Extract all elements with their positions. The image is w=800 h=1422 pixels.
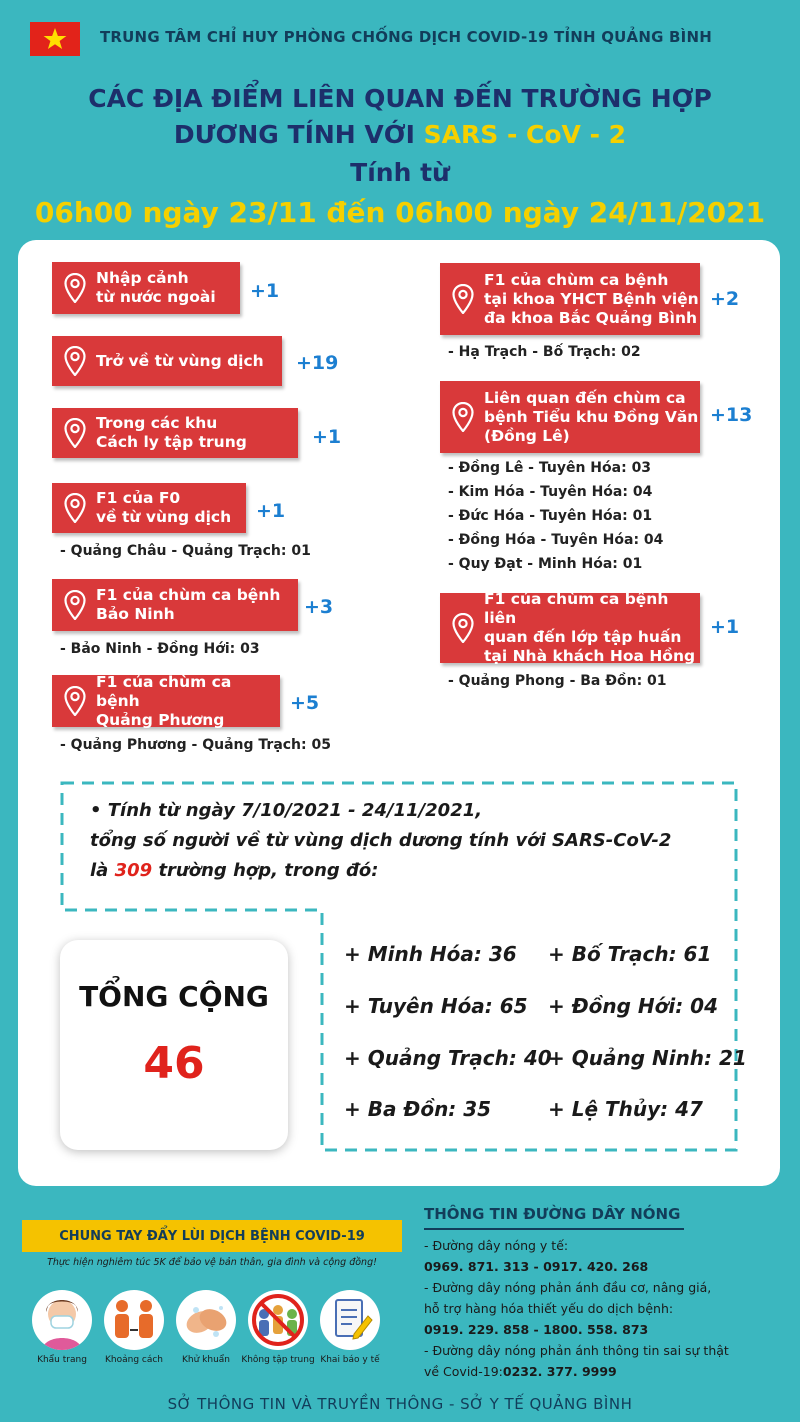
case-label: F1 của F0 [96, 489, 181, 507]
district-count: + Quảng Ninh: 21 [548, 1046, 747, 1070]
case-label: Quảng Phương [96, 710, 225, 729]
case-detail: - Bảo Ninh - Đồng Hới: 03 [60, 641, 260, 657]
footer: SỞ THÔNG TIN VÀ TRUYỀN THÔNG - SỞ Y TẾ QUẢNG BÌNH [167, 1395, 633, 1413]
icon-label: Khẩu trang [37, 1355, 87, 1365]
case-count: +3 [304, 596, 334, 618]
district-count: + Minh Hóa: 36 [344, 942, 517, 966]
case-count: +13 [710, 404, 753, 426]
case-detail: - Đức Hóa - Tuyên Hóa: 01 [448, 508, 653, 524]
hotline-text [424, 1361, 617, 1382]
hotline-text: - Đường dây nóng phản ánh thông tin sai sự thật [424, 1343, 729, 1358]
district-count: + Tuyên Hóa: 65 [344, 994, 528, 1018]
title-line-3: Tính từ [350, 158, 450, 187]
case-label: quan đến lớp tập huấn [484, 628, 682, 646]
case-label: về từ vùng dịch [96, 508, 232, 526]
hotline-number: 0969. 871. 313 - 0917. 420. 268 [424, 1259, 649, 1274]
icon-label: Khử khuẩn [181, 1355, 230, 1365]
case-detail: - Đồng Hóa - Tuyên Hóa: 04 [448, 532, 664, 548]
case-detail: - Hạ Trạch - Bố Trạch: 02 [448, 344, 641, 360]
hotline-divider [424, 1228, 684, 1230]
icon-label: Khoảng cách [104, 1355, 164, 1365]
health-declaration-icon [320, 1290, 380, 1350]
district-count: + Quảng Trạch: 40 [344, 1046, 552, 1070]
case-label: F1 của chùm ca bệnh [96, 586, 281, 604]
case-detail: - Quảng Châu - Quảng Trạch: 01 [60, 543, 311, 559]
district-count: + Bố Trạch: 61 [548, 942, 712, 966]
summary-line: • Tính từ ngày 7/10/2021 - 24/11/2021, [90, 800, 483, 821]
case-count: +1 [710, 616, 740, 638]
case-label: Bảo Ninh [96, 605, 175, 623]
total-value: 46 [143, 1038, 205, 1089]
summary-text-part: trường hợp, trong đó: [152, 860, 379, 881]
no-gathering-icon [248, 1290, 308, 1350]
hotline-text-part: về Covid-19: [424, 1364, 503, 1379]
hotline-text: hỗ trợ hàng hóa thiết yếu do dịch bệnh: [424, 1301, 674, 1316]
title-line-1: CÁC ĐỊA ĐIỂM LIÊN QUAN ĐẾN TRƯỜNG HỢP [88, 84, 712, 113]
district-count: + Đồng Hới: 04 [548, 994, 719, 1018]
case-count: +2 [710, 288, 740, 310]
hotline-number: 0232. 377. 9999 [502, 1364, 617, 1379]
case-label: đa khoa Bắc Quảng Bình [484, 308, 698, 327]
case-label: tại Nhà khách Hoa Hồng [484, 647, 696, 665]
case-detail: - Đồng Lê - Tuyên Hóa: 03 [448, 460, 652, 476]
hotline-text: - Đường dây nóng phản ánh đầu cơ, nâng giá, [424, 1280, 712, 1295]
case-count: +1 [250, 280, 280, 302]
summary-line: tổng số người về từ vùng dịch dương tính với SARS-CoV-2 [90, 830, 672, 851]
hotline-number: 0919. 229. 858 - 1800. 558. 873 [424, 1322, 649, 1337]
case-label: Cách ly tập trung [96, 433, 247, 451]
hotline-text: - Đường dây nóng y tế: [424, 1238, 569, 1253]
case-detail: - Quy Đạt - Minh Hóa: 01 [448, 556, 643, 572]
case-label: (Đồng Lê) [484, 426, 570, 445]
title-line-2-highlight: SARS - CoV - 2 [423, 120, 627, 149]
total-label: TỔNG CỘNG [79, 980, 269, 1013]
case-count: +5 [290, 692, 320, 714]
case-detail: - Kim Hóa - Tuyên Hóa: 04 [448, 484, 653, 500]
case-label: từ nước ngoài [96, 288, 216, 306]
summary-text [90, 796, 740, 886]
mask-icon [32, 1290, 92, 1350]
total-card [60, 940, 288, 1150]
hotline-title: THÔNG TIN ĐƯỜNG DÂY NÓNG [424, 1205, 681, 1223]
case-count: +1 [312, 426, 342, 448]
distance-icon [104, 1290, 164, 1350]
case-label: bệnh Tiểu khu Đồng Văn [484, 407, 699, 426]
disinfect-icon [176, 1290, 236, 1350]
district-count: + Ba Đồn: 35 [344, 1097, 492, 1121]
case-label: Nhập cảnh [96, 269, 189, 287]
icon-label: Không tập trung [241, 1355, 315, 1365]
summary-line [90, 856, 740, 886]
case-detail: - Quảng Phương - Quảng Trạch: 05 [60, 737, 331, 753]
case-label: F1 của chùm ca bệnh [484, 270, 669, 289]
org-name: TRUNG TÂM CHỈ HUY PHÒNG CHỐNG DỊCH COVID-19 TỈNH QUẢNG BÌNH [100, 28, 712, 46]
date-range: 06h00 ngày 23/11 đến 06h00 ngày 24/11/2021 [34, 196, 766, 229]
district-count: + Lệ Thủy: 47 [548, 1097, 703, 1121]
case-count: +1 [256, 500, 286, 522]
case-label: tại khoa YHCT Bệnh viện [484, 289, 699, 308]
case-count: +19 [296, 352, 339, 374]
icon-label: Khai báo y tế [320, 1355, 380, 1365]
case-label: F1 của chùm ca bệnh liên [484, 590, 669, 627]
case-label: F1 của chùm ca bệnh [96, 672, 232, 710]
case-label: Trở về từ vùng dịch [96, 351, 264, 370]
case-detail: - Quảng Phong - Ba Đồn: 01 [448, 673, 667, 689]
title-line-2-a: DƯƠNG TÍNH VỚI [173, 120, 424, 149]
campaign-banner: CHUNG TAY ĐẨY LÙI DỊCH BỆNH COVID-19 [22, 1220, 402, 1252]
summary-total-number: 309 [114, 860, 153, 881]
case-label: Liên quan đến chùm ca [484, 388, 686, 407]
campaign-slogan: Thực hiện nghiêm túc 5K để bảo vệ bản thân, gia đình và cộng đồng! [47, 1257, 377, 1268]
case-label: Trong các khu [96, 414, 218, 432]
summary-text-part: là [90, 860, 115, 881]
